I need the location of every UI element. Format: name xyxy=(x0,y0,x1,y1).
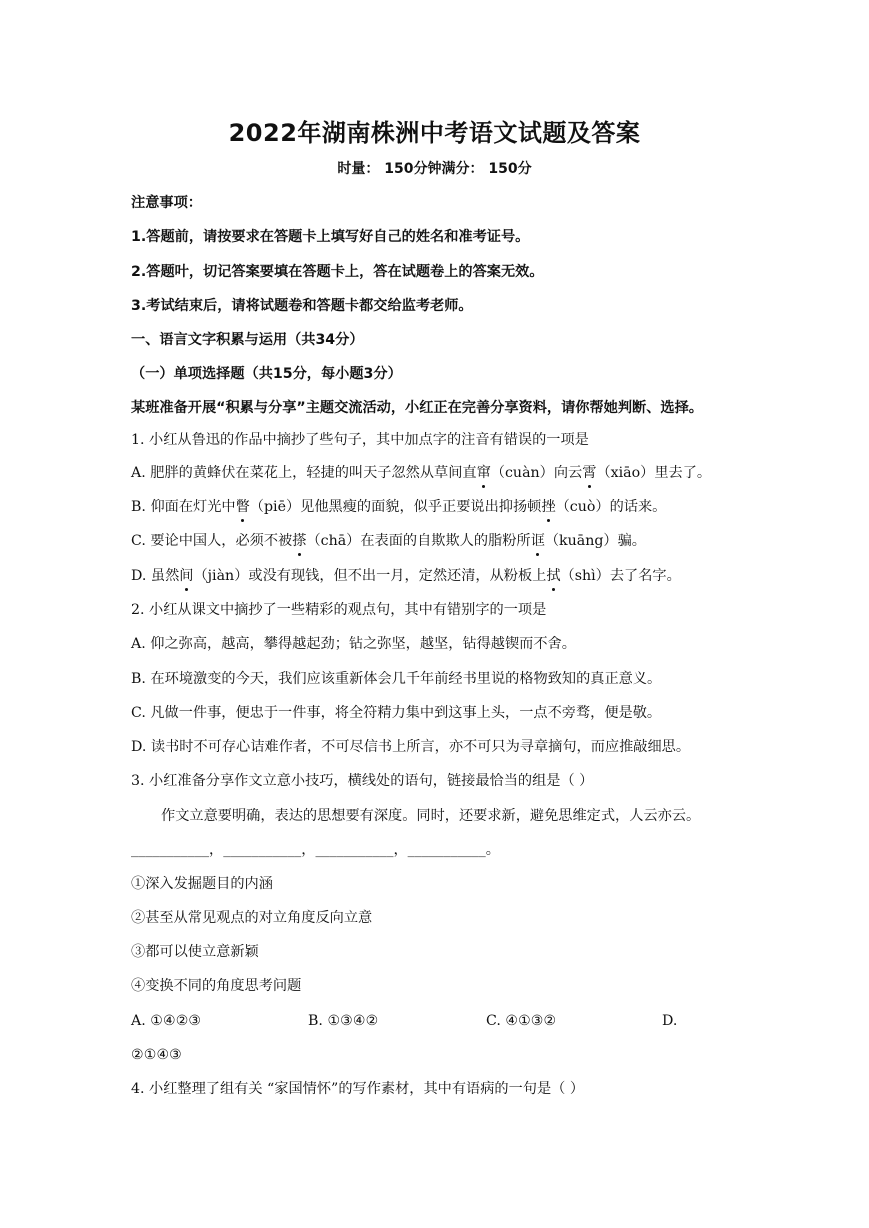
notice-item-3: 3.考试结束后，请将试题卷和答题卡都交给监考老师。 xyxy=(131,298,473,314)
question-3-item-3: ③都可以使立意新颖 xyxy=(131,944,259,960)
dotted-char: 诓 xyxy=(530,533,545,549)
question-3-item-2: ②甚至从常见观点的对立角度反向立意 xyxy=(131,910,373,926)
question-2-option-d: D. 读书时不可存心诘难作者，不可尽信书上所言，亦不可只为寻章摘句，而应推敲细思。 xyxy=(131,739,691,755)
dotted-char: 间 xyxy=(179,568,194,584)
question-3-item-1: ①深入发掘题目的内涵 xyxy=(131,876,273,892)
question-3-option-d-value: ②①④③ xyxy=(131,1047,182,1063)
notice-heading: 注意事项： xyxy=(131,195,202,211)
dotted-char: 霄 xyxy=(582,465,597,481)
section-heading: 一、语言文字积累与运用（共34分） xyxy=(131,332,364,348)
activity-intro: 某班准备开展“积累与分享”主题交流活动，小红正在完善分享资料，请你帮她判断、选择。 xyxy=(131,400,703,416)
question-2-stem: 2. 小红从课文中摘抄了一些精彩的观点句，其中有错别字的一项是 xyxy=(131,602,547,618)
question-2-option-a: A. 仰之弥高，越高，攀得越起劲；钻之弥坚，越坚，钻得越锲而不舍。 xyxy=(131,636,576,652)
dotted-char: 搽 xyxy=(292,533,307,549)
part-heading: （一）单项选择题（共15分，每小题3分） xyxy=(131,366,402,382)
question-4-stem: 4. 小红整理了组有关 “家国情怀”的写作素材，其中有语病的一句是（ ） xyxy=(131,1081,585,1097)
dotted-char: 拭 xyxy=(546,568,561,584)
page-title: 2022年湖南株洲中考语文试题及答案 xyxy=(228,119,641,147)
question-3-item-4: ④变换不同的角度思考问题 xyxy=(131,978,302,994)
question-1-option-a: A. 肥胖的黄蜂伏在菜花上，轻捷的叫天子忽然从草间直窜（cuàn）向云霄（xiāo）里去了。 xyxy=(131,465,712,481)
question-3-blanks: ___________，___________，___________，___________。 xyxy=(131,842,500,858)
notice-item-2: 2.答题叶，切记答案要填在答题卡上，答在试题卷上的答案无效。 xyxy=(131,264,544,280)
question-1-option-c: C. 要论中国人，必须不被搽（chā）在表面的自欺欺人的脂粉所诓（kuāng）骗。 xyxy=(131,533,646,549)
question-3-option-b: B. ①③④② xyxy=(308,1013,379,1029)
question-1-option-b: B. 仰面在灯光中瞥（piē）见他黑瘦的面貌，似乎正要说出抑扬顿挫（cuò）的话来。 xyxy=(131,499,667,515)
question-2-option-b: B. 在环境激变的今天，我们应该重新体会几千年前经书里说的格物致知的真正意义。 xyxy=(131,671,662,687)
notice-item-1: 1.答题前，请按要求在答题卡上填写好自己的姓名和准考证号。 xyxy=(131,229,530,245)
question-3-passage: 作文立意要明确，表达的思想要有深度。同时，还要求新，避免思维定式，人云亦云。 xyxy=(161,808,701,824)
question-3-option-c: C. ④①③② xyxy=(486,1013,557,1029)
question-1-option-d: D. 虽然间（jiàn）或没有现钱，但不出一月，定然还清，从粉板上拭（shì）去了名字。 xyxy=(131,568,681,584)
question-3-option-d: D. xyxy=(662,1013,678,1029)
question-3-stem: 3. 小红准备分享作文立意小技巧，横线处的语句，链接最恰当的组是（ ） xyxy=(131,773,594,789)
dotted-char: 挫 xyxy=(541,499,556,515)
question-2-option-c: C. 凡做一件事，便忠于一件事，将全符精力集中到这事上头，一点不旁骛，便是敬。 xyxy=(131,705,662,721)
question-1-stem: 1. 小红从鲁迅的作品中摘抄了些句子，其中加点字的注音有错误的一项是 xyxy=(131,432,589,448)
exam-time-score: 时量： 150分钟满分： 150分 xyxy=(337,161,532,177)
dotted-char: 窜 xyxy=(476,465,491,481)
question-3-option-a: A. ①④②③ xyxy=(131,1013,202,1029)
dotted-char: 瞥 xyxy=(235,499,250,515)
